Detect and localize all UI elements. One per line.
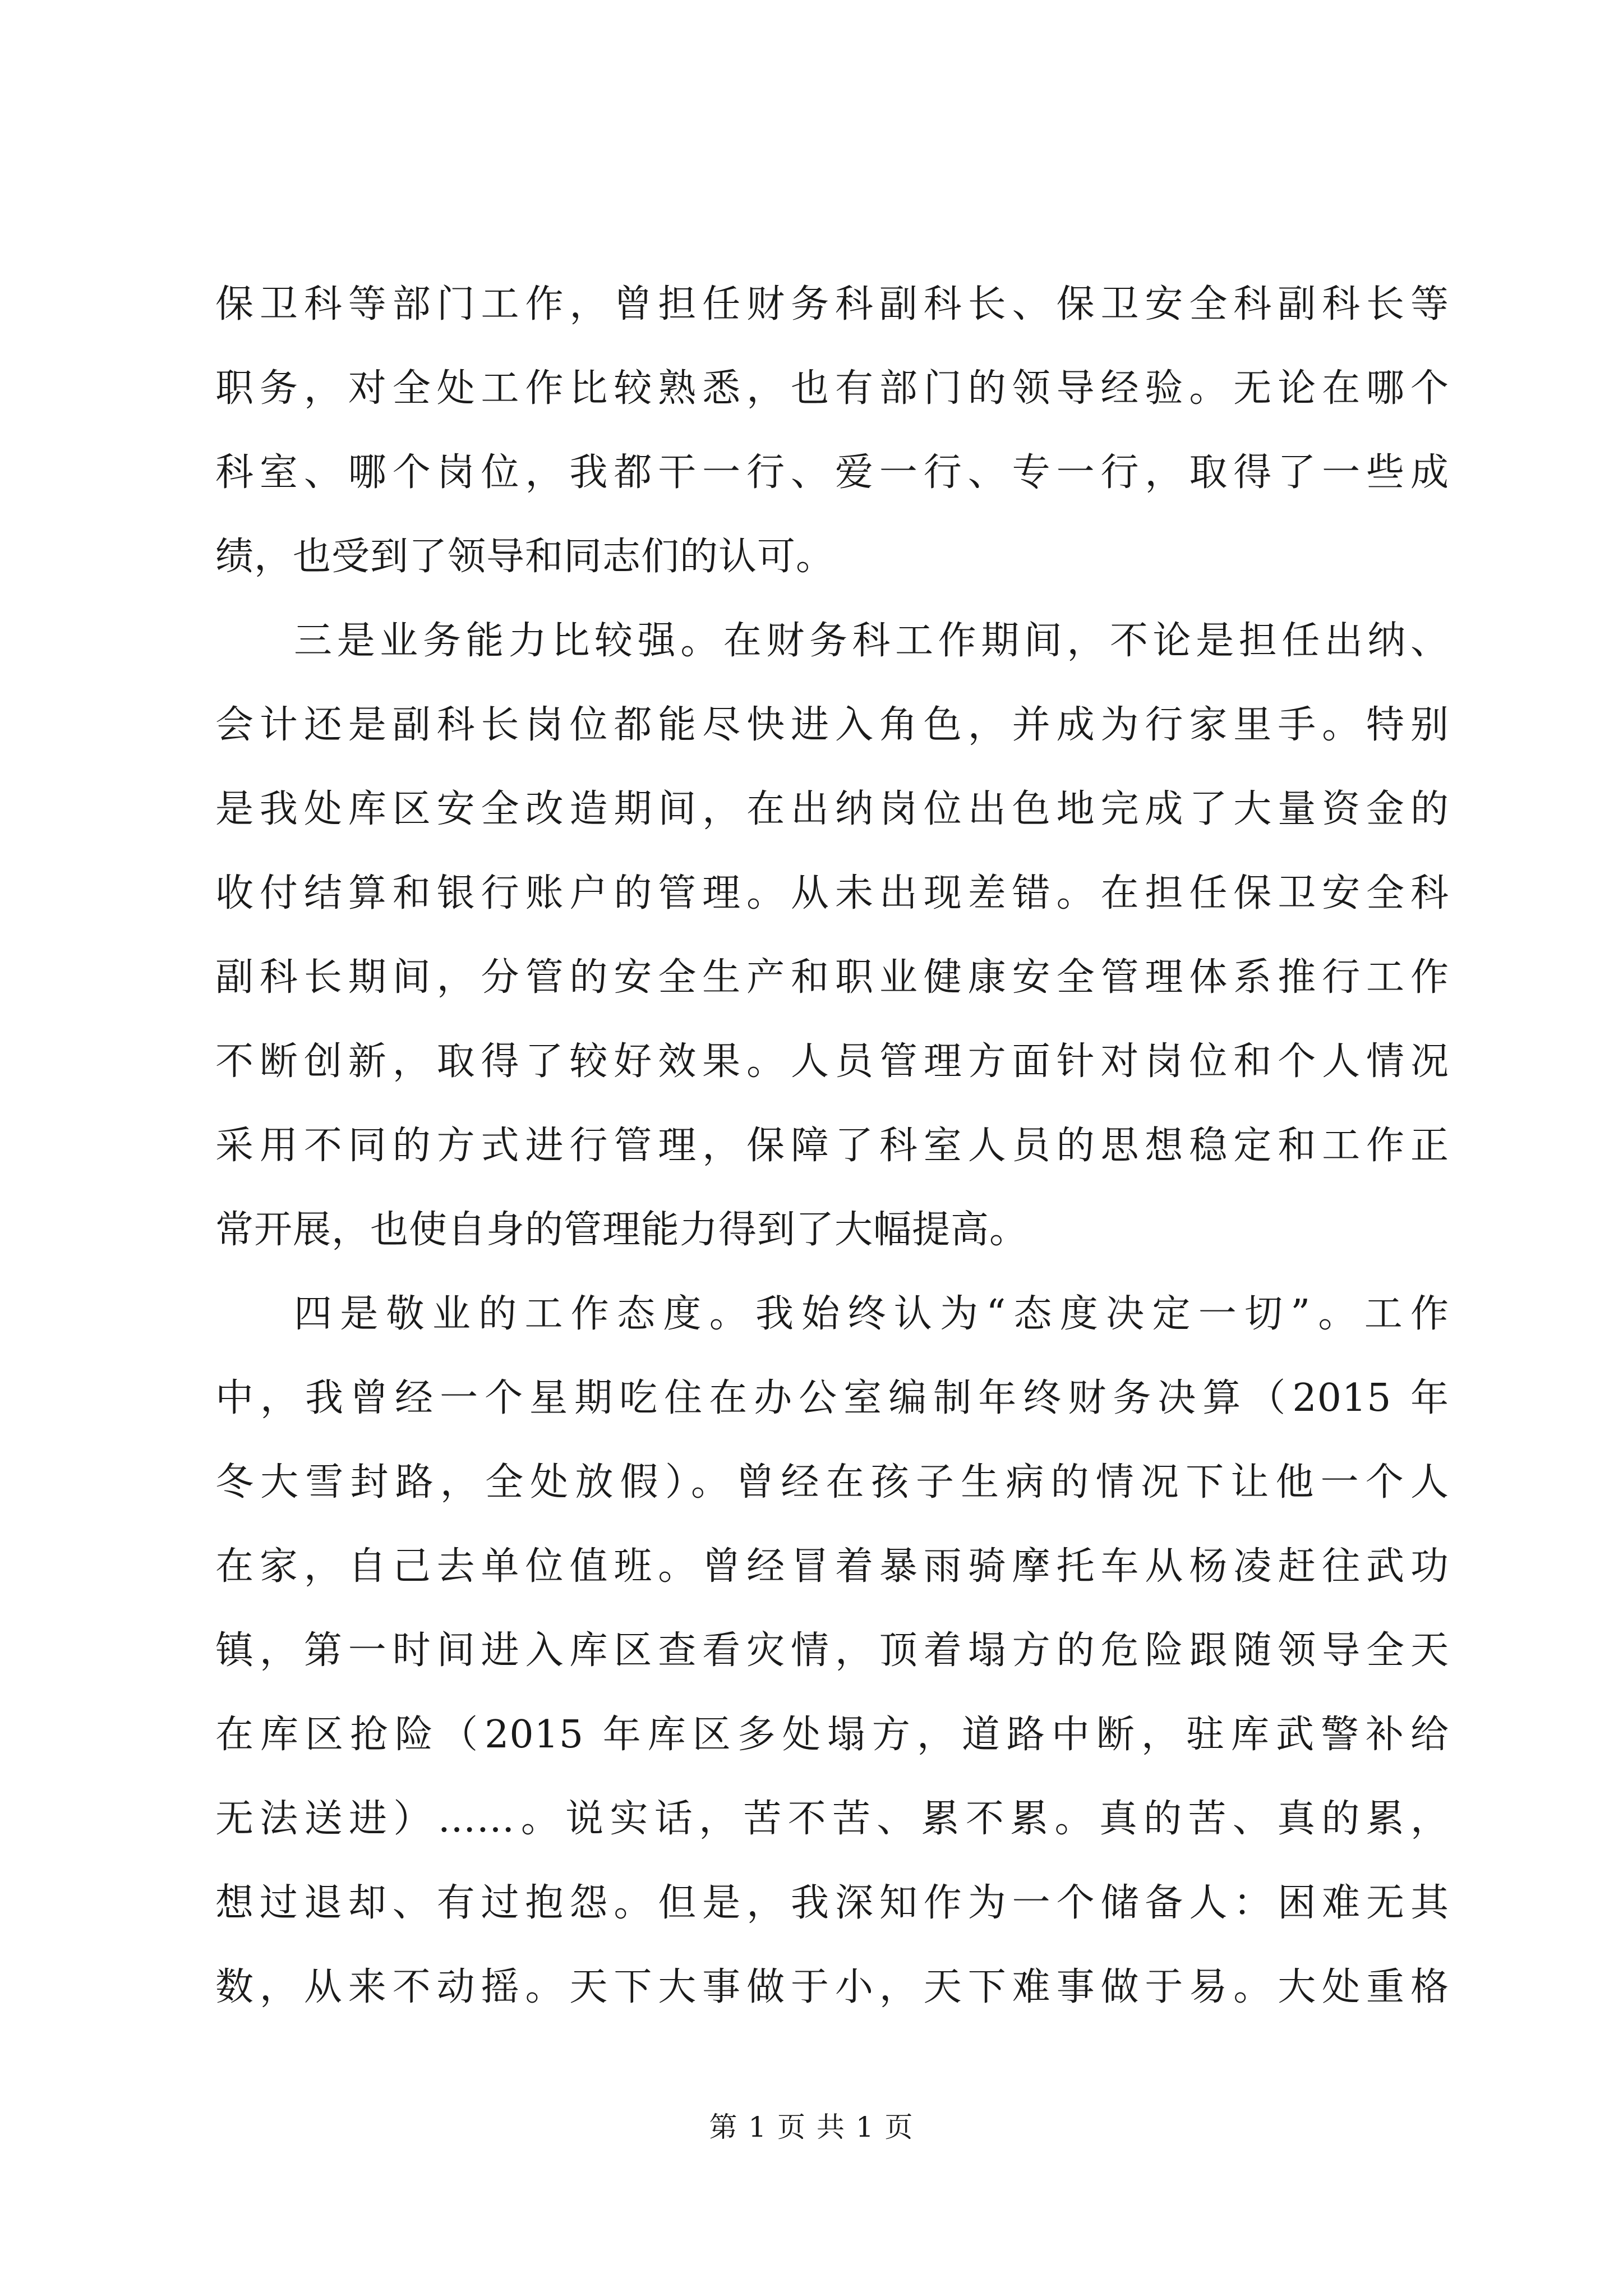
text-line: 是我处库区安全改造期间，在出纳岗位出色地完成了大量资金的 <box>215 787 1449 831</box>
text-line: 数，从来不动摇。天下大事做于小，天下难事做于易。大处重格 <box>215 1965 1449 2009</box>
text-line: 镇，第一时间进入库区查看灾情，顶着塌方的危险跟随领导全天 <box>215 1628 1449 1673</box>
text-line: 收付结算和银行账户的管理。从未出现差错。在担任保卫安全科 <box>215 871 1449 915</box>
text-line: 绩，也受到了领导和同志们的认可。 <box>215 535 835 579</box>
text-line: 无法送进）……。说实话，苦不苦、累不累。真的苦、真的累， <box>215 1797 1449 1841</box>
page-footer: 第 1 页 共 1 页 <box>709 2111 914 2143</box>
text-line: 会计还是副科长岗位都能尽快进入角色，并成为行家里手。特别 <box>215 703 1449 747</box>
text-line: 不断创新，取得了较好效果。人员管理方面针对岗位和个人情况 <box>215 1039 1449 1084</box>
text-line: 科室、哪个岗位，我都干一行、爱一行、专一行，取得了一些成 <box>215 450 1449 495</box>
text-line: 保卫科等部门工作，曾担任财务科副科长、保卫安全科副科长等 <box>215 282 1449 326</box>
paragraph-start-line: 四是敬业的工作态度。我始终认为“态度决定一切”。工作 <box>294 1292 1449 1336</box>
text-line: 在库区抢险（2015 年库区多处塌方，道路中断，驻库武警补给 <box>215 1713 1449 1757</box>
text-line: 采用不同的方式进行管理，保障了科室人员的思想稳定和工作正 <box>215 1124 1449 1168</box>
text-line: 冬大雪封路，全处放假）。曾经在孩子生病的情况下让他一个人 <box>215 1460 1449 1504</box>
text-line: 职务，对全处工作比较熟悉，也有部门的领导经验。无论在哪个 <box>215 366 1449 411</box>
text-line: 副科长期间，分管的安全生产和职业健康安全管理体系推行工作 <box>215 955 1449 1000</box>
paragraph-start-line: 三是业务能力比较强。在财务科工作期间，不论是担任出纳、 <box>294 619 1449 663</box>
text-line: 常开展，也使自身的管理能力得到了大幅提高。 <box>215 1208 1029 1252</box>
text-line: 中，我曾经一个星期吃住在办公室编制年终财务决算（2015 年 <box>215 1376 1449 1420</box>
text-line: 想过退却、有过抱怨。但是，我深知作为一个储备人：困难无其 <box>215 1881 1449 1925</box>
document-body <box>215 263 1449 2030</box>
text-line: 在家，自己去单位值班。曾经冒着暴雨骑摩托车从杨凌赶往武功 <box>215 1544 1449 1589</box>
